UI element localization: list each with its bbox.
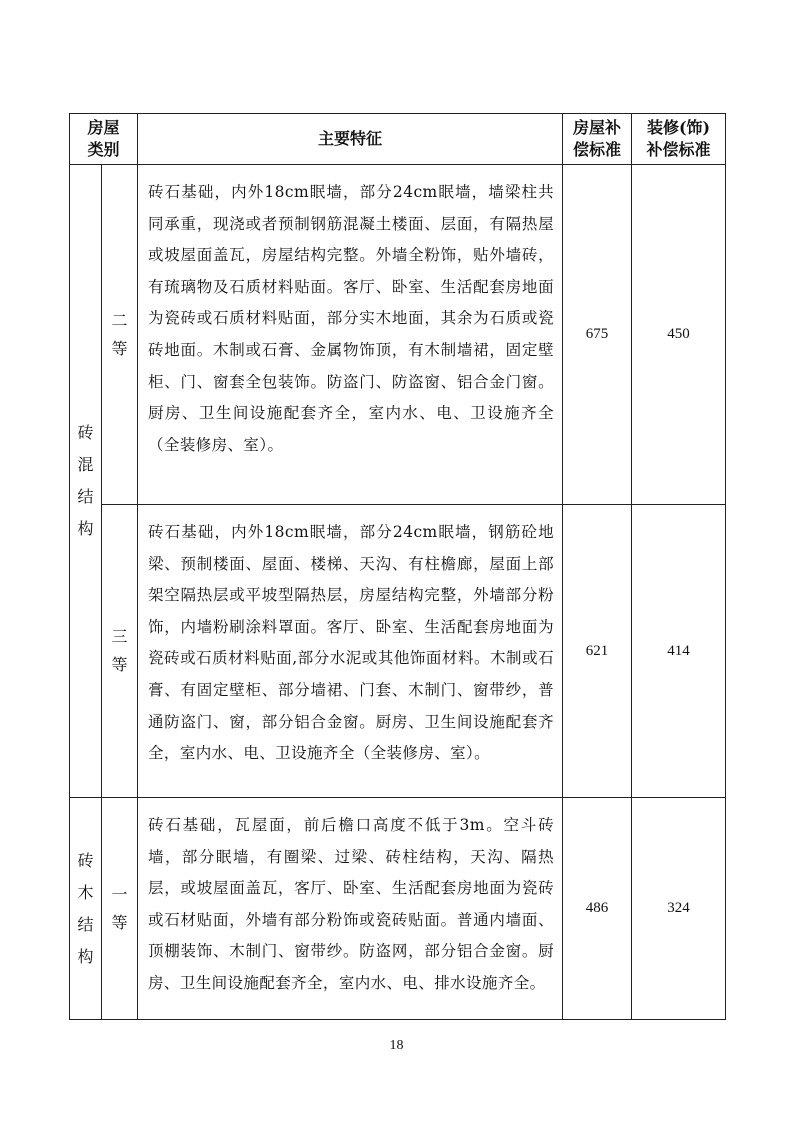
header-decoration-compensation: 装修(饰) 补偿标准 — [632, 114, 726, 165]
header-main-features: 主要特征 — [138, 114, 563, 165]
house-compensation-value: 621 — [563, 505, 632, 798]
grade-cell: 一等 — [102, 798, 138, 1020]
compensation-standard-table — [69, 113, 726, 1020]
category-cell: 砖混结构 — [70, 165, 102, 798]
header-house-compensation: 房屋补 偿标准 — [563, 114, 632, 165]
table-row — [70, 798, 726, 1020]
features-cell: 砖石基础，内外18cm眠墙，部分24cm眠墙，墙梁柱共同承重，现浇或者预制钢筋混凝土楼面、层面，有隔热屋或坡屋面盖瓦，房屋结构完整。外墙全粉饰，贴外墙砖，有琉璃物及石质材料贴面。客厅、卧室、生活配套房地面为瓷砖或石质材料贴面，部分实木地面，其余为石质或瓷砖地面。木制或石膏、金属物饰顶，有木制墙裙，固定壁柜、门、窗套全包装饰。防盗门、防盗窗、铝合金门窗。厨房、卫生间设施配套齐全，室内水、电、卫设施齐全（全装修房、室）。 — [138, 165, 563, 505]
table-row — [70, 505, 726, 798]
page-number: 18 — [389, 1038, 404, 1053]
decoration-compensation-value: 414 — [632, 505, 726, 798]
category-cell: 砖木结构 — [70, 798, 102, 1020]
table-row — [70, 165, 726, 505]
header-house-type: 房屋 类别 — [70, 114, 138, 165]
table-header-row — [70, 114, 726, 165]
decoration-compensation-value: 324 — [632, 798, 726, 1020]
grade-cell: 二等 — [102, 165, 138, 505]
features-cell: 砖石基础，内外18cm眠墙，部分24cm眠墙，钢筋砼地梁、预制楼面、屋面、楼梯、天沟、有柱檐廊，屋面上部架空隔热层或平坡型隔热层，房屋结构完整，外墙部分粉饰，内墙粉刷涂料罩面。客厅、卧室、生活配套房地面为瓷砖或石质材料贴面,部分水泥或其他饰面材料。木制或石膏、有固定壁柜、部分墙裙、门套、木制门、窗带纱，普通防盗门、窗，部分铝合金窗。厨房、卫生间设施配套齐全，室内水、电、卫设施齐全（全装修房、室）。 — [138, 505, 563, 798]
decoration-compensation-value: 450 — [632, 165, 726, 505]
grade-cell: 三等 — [102, 505, 138, 798]
house-compensation-value: 675 — [563, 165, 632, 505]
features-cell: 砖石基础，瓦屋面，前后檐口高度不低于3m。空斗砖墙，部分眠墙，有圈梁、过梁、砖柱结构，天沟、隔热层，或坡屋面盖瓦，客厅、卧室、生活配套房地面为瓷砖或石材贴面，外墙有部分粉饰或瓷砖贴面。普通内墙面、顶棚装饰、木制门、窗带纱。防盗网，部分铝合金窗。厨房、卫生间设施配套齐全，室内水、电、排水设施齐全。 — [138, 798, 563, 1020]
house-compensation-value: 486 — [563, 798, 632, 1020]
